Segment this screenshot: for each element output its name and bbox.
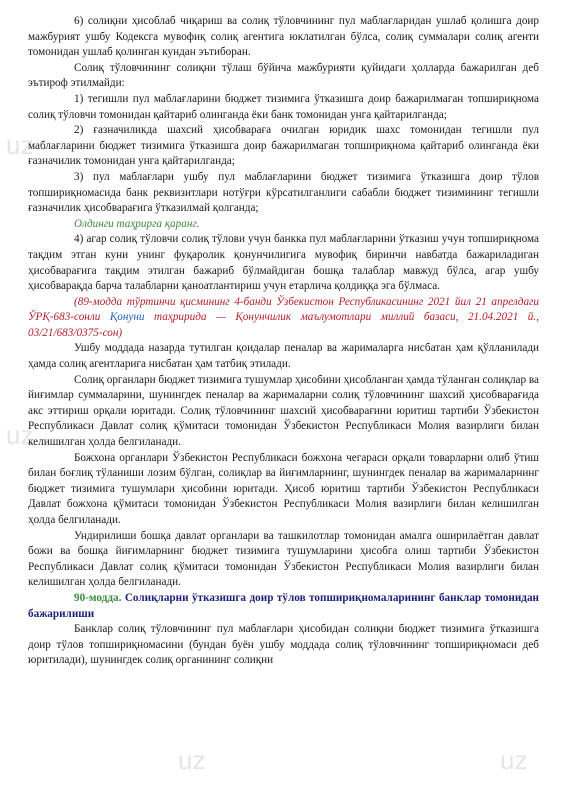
- amendment-note: [28, 295, 539, 342]
- article-number: 90-модда.: [74, 591, 122, 604]
- amendment-note-text: таҳририда — Қонунчилик маълумотлари миллий базаси, 21.04.2021 й., 03/21/683/0375-сон): [28, 311, 539, 339]
- document-page: [28, 14, 539, 669]
- paragraph: 3) пул маблағлари ушбу пул маблағларини бюджет тизимига ўтказишга доир тўлов топшириқномасида банк реквизитлари нотўғри кўрсатилганлиги сабабли бюджет тизимининг тегишли ғазначилик ҳисобварағига ўтказилмай қолганда;: [28, 170, 539, 215]
- paragraph: Банклар солиқ тўловчининг пул маблағлари ҳисобидан солиқни бюджет тизимига ўтказишга доир тўлов топшириқномасини (бундан буён ушбу моддада солиқ тўловчининг топшириқномаси деб юритилади), шунингдек солиқ органининг солиқни: [28, 623, 539, 667]
- watermark-text: uz: [178, 745, 206, 775]
- paragraph: 4) агар солиқ тўловчи солиқ тўлови учун банкка пул маблағларини ўтказиш учун топшириқнома тақдим этган куни унинг фуқаролик қонунчилигига мувофиқ биринчи навбатда бажариладиган ҳисобварағига тақдим этилган бажариб бўлмайдиган бошқа талаблар мавжуд бўлса, агар ушбу ҳисобварақда барча талабларни қаноатлантириш учун етарлича қолдиққа эга бўлмаса.: [28, 233, 539, 293]
- paragraph: Ушбу моддада назарда тутилган қоидалар пеналар ва жарималарга нисбатан ҳам қўлланилади ҳамда солиқ агентларига нисбатан ҳам татбиқ этилади.: [28, 342, 539, 371]
- article-heading: [28, 591, 539, 622]
- paragraph: Солиқ органлари бюджет тизимига тушумлар ҳисобини ҳисобланган ҳамда тўланган солиқлар ва йиғимлар суммаларини, шунингдек пеналар ва жарималарни солиқ тўловчининг шахсий ҳисобварағида акс эттириш орқали юритади. Солиқ тўловчининг шахсий ҳисобварағини юритиш тартиби Ўзбекистон Республикаси Давлат солиқ қўмитаси томонидан Ўзбекистон Республикаси Молия вазирлиги билан келишилган ҳолда белгиланади.: [28, 373, 539, 449]
- watermark-text: uz: [500, 745, 528, 775]
- article-title: Солиқларни ўтказишга доир тўлов топшириқномаларининг банклар томонидан бажарилиши: [28, 591, 539, 620]
- paragraph: Солиқ тўловчининг солиқни тўлаш бўйича мажбурияти қуйидаги ҳолларда бажарилган деб эътироф этилмайди:: [28, 61, 539, 90]
- paragraph: 1) тегишли пул маблағларини бюджет тизимига ўтказишга доир бажарилмаган топшириқнома солиқ тўловчи томонидан қайтариб олинганда ёки банк томонидан унга қайтарилганда;: [28, 92, 539, 121]
- paragraph: 2) ғазначиликда шахсий ҳисобвараға очилган юридик шахс томонидан тегишли пул маблағларини бюджет тизимига ўтказишга доир бажарилмаган топшириқнома қайтариб олинганда ёки ғазначилик томонидан унга қайтарилганда;: [28, 124, 539, 168]
- paragraph: Ундирилиши бошқа давлат органлари ва ташкилотлар томонидан амалга оширилаётган давлат божи ва бошқа йиғимларнинг бюджет тизимига тушумларини ҳисобга олиш тартиби Ўзбекистон Республикаси Давлат солиқ қўмитаси томонидан Ўзбекистон Республикаси Молия вазирлиги билан келишилган ҳолда белгиланади.: [28, 529, 539, 589]
- law-link[interactable]: Қонуни: [109, 311, 145, 324]
- watermark-text: uz: [6, 420, 34, 450]
- previous-edition-link[interactable]: Олдинги таҳрирга қаранг.: [74, 217, 200, 230]
- watermark-text: uz: [6, 130, 34, 160]
- amendment-note-text: (89-модда тўртинчи қисмининг 4-банди Ўзбекистон Республикасининг 2021 йил 21 апрелдаги ЎРҚ-683-сонли: [28, 295, 539, 324]
- paragraph: 6) солиқни ҳисоблаб чиқариш ва солиқ тўловчининг пул маблағларидан ушлаб қолишга доир мажбурият ушбу Кодексга мувофиқ солиқ агентига юклатилган бўлса, солиқ суммалари солиқ агенти томонидан ушлаб қолинган кундан эътиборан.: [28, 15, 539, 59]
- paragraph: Божхона органлари Ўзбекистон Республикаси божхона чегараси орқали товарларни олиб ўтиш билан боғлиқ тўланиши лозим бўлган, солиқлар ва йиғимларнинг, шунингдек пеналар ва жарималарнинг бюджет тизимига тушумлари ҳисобини юритади. Ҳисоб юритиш тартиби Ўзбекистон Республикаси Давлат божхона қўмитаси томонидан Ўзбекистон Республикаси Молия вазирлиги билан келишилган ҳолда белгиланади.: [28, 451, 539, 526]
